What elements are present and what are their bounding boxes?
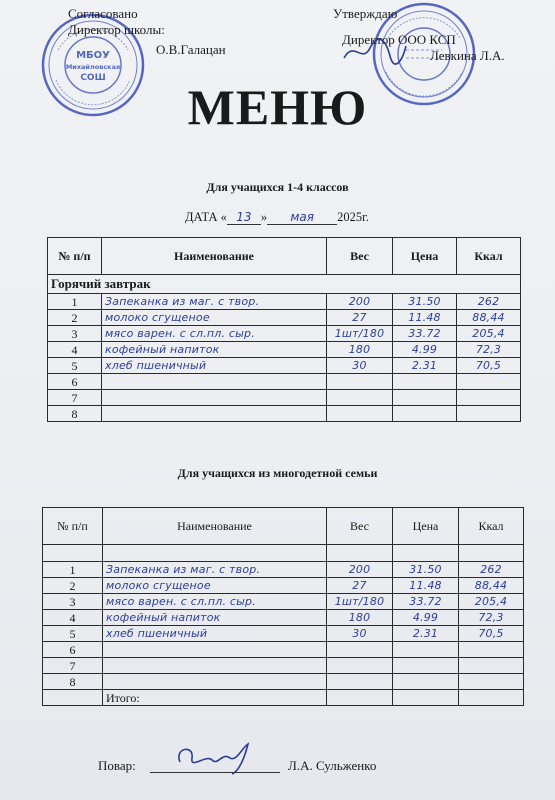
item-weight: 27	[327, 578, 393, 594]
cook-name: Л.А. Сульженко	[288, 758, 377, 773]
item-price: 31.50	[393, 562, 459, 578]
spacer-row	[43, 545, 524, 562]
item-price: 11.48	[393, 578, 459, 594]
item-name: Запеканка из маг. с твор.	[103, 562, 327, 578]
item-name	[102, 390, 327, 406]
director-signature	[340, 36, 410, 68]
approval-right-line2: Директор ООО КСП	[342, 32, 456, 47]
item-kcal: 205,4	[459, 594, 524, 610]
row-number: 3	[43, 594, 103, 610]
stamp-text-2: Михайловская	[65, 63, 121, 71]
item-kcal: 72,3	[457, 342, 521, 358]
row-number: 5	[43, 626, 103, 642]
item-price	[393, 390, 457, 406]
table-row	[48, 294, 521, 310]
item-weight: 1шт/180	[327, 326, 393, 342]
item-kcal: 88,44	[457, 310, 521, 326]
header-kcal: Ккал	[459, 508, 524, 545]
date-mid: »	[260, 210, 268, 224]
cook-label: Повар:	[98, 758, 136, 773]
header-weight: Вес	[327, 508, 393, 545]
approval-left-line2: Директор школы:	[68, 22, 165, 37]
item-kcal: 262	[459, 562, 524, 578]
item-weight: 180	[327, 610, 393, 626]
item-weight: 30	[327, 626, 393, 642]
row-number: 6	[43, 642, 103, 658]
row-number: 4	[43, 610, 103, 626]
item-price: 31.50	[393, 294, 457, 310]
table-header-row	[48, 238, 521, 275]
header-price: Цена	[393, 238, 457, 275]
date-month: мая	[267, 210, 337, 225]
table-row	[48, 342, 521, 358]
menu-table-large-family	[42, 507, 524, 706]
item-kcal: 70,5	[457, 358, 521, 374]
item-name	[102, 406, 327, 422]
item-name: мясо варен. с сл.пл. сыр.	[102, 326, 327, 342]
table-row	[48, 374, 521, 390]
item-price: 33.72	[393, 326, 457, 342]
item-price	[393, 374, 457, 390]
item-name: кофейный напиток	[102, 342, 327, 358]
menu-table-primary	[47, 237, 521, 422]
item-price: 11.48	[393, 310, 457, 326]
item-kcal	[459, 674, 524, 690]
header-name: Наименование	[103, 508, 327, 545]
page-title: МЕНЮ	[187, 79, 368, 135]
item-weight: 27	[327, 310, 393, 326]
item-weight: 200	[327, 294, 393, 310]
item-weight	[327, 406, 393, 422]
item-weight: 200	[327, 562, 393, 578]
table-row	[48, 390, 521, 406]
item-kcal: 70,5	[459, 626, 524, 642]
item-price: 2.31	[393, 358, 457, 374]
table-row	[48, 406, 521, 422]
item-name: молоко сгущеное	[103, 578, 327, 594]
table-row	[43, 626, 524, 642]
item-weight	[327, 658, 393, 674]
cook-signature	[172, 740, 262, 776]
item-name	[103, 658, 327, 674]
row-number: 8	[48, 406, 102, 422]
table-row	[43, 578, 524, 594]
date-year: 2025г.	[337, 210, 369, 224]
row-number: 2	[48, 310, 102, 326]
item-price	[393, 406, 457, 422]
header-price: Цена	[393, 508, 459, 545]
item-price	[393, 642, 459, 658]
item-price	[393, 674, 459, 690]
row-number: 1	[43, 562, 103, 578]
table-row	[43, 674, 524, 690]
item-price: 2.31	[393, 626, 459, 642]
group-row	[48, 275, 521, 294]
item-weight: 180	[327, 342, 393, 358]
table-row	[43, 642, 524, 658]
total-row	[43, 690, 524, 706]
item-price	[393, 658, 459, 674]
table-row	[43, 658, 524, 674]
item-kcal	[457, 406, 521, 422]
item-name	[102, 374, 327, 390]
row-number: 5	[48, 358, 102, 374]
row-number: 3	[48, 326, 102, 342]
item-kcal: 88,44	[459, 578, 524, 594]
item-weight	[327, 374, 393, 390]
group-label: Горячий завтрак	[48, 275, 521, 294]
item-name	[103, 642, 327, 658]
item-name: мясо варен. с сл.пл. сыр.	[103, 594, 327, 610]
item-kcal	[459, 658, 524, 674]
item-kcal	[457, 390, 521, 406]
table-header-row	[43, 508, 524, 545]
item-weight	[327, 674, 393, 690]
table-row	[48, 326, 521, 342]
section2-subtitle: Для учащихся из многодетной семьи	[177, 466, 378, 480]
item-price: 4.99	[393, 342, 457, 358]
table-row	[43, 610, 524, 626]
item-kcal	[457, 374, 521, 390]
item-kcal: 72,3	[459, 610, 524, 626]
header-kcal: Ккал	[457, 238, 521, 275]
item-kcal: 205,4	[457, 326, 521, 342]
header-num: № п/п	[43, 508, 103, 545]
table-row	[48, 358, 521, 374]
item-name: хлеб пшеничный	[103, 626, 327, 642]
item-price: 33.72	[393, 594, 459, 610]
header-weight: Вес	[327, 238, 393, 275]
row-number: 4	[48, 342, 102, 358]
item-weight: 30	[327, 358, 393, 374]
item-name: кофейный напиток	[103, 610, 327, 626]
item-name	[103, 674, 327, 690]
item-price: 4.99	[393, 610, 459, 626]
row-number: 6	[48, 374, 102, 390]
item-kcal	[459, 642, 524, 658]
row-number: 7	[43, 658, 103, 674]
item-name: Запеканка из маг. с твор.	[102, 294, 327, 310]
date-line	[185, 210, 369, 225]
date-day: 13	[227, 210, 261, 225]
item-kcal: 262	[457, 294, 521, 310]
approval-left-line1: Согласовано	[68, 6, 138, 21]
item-weight: 1шт/180	[327, 594, 393, 610]
stamp-text-1: МБОУ	[76, 50, 110, 61]
row-number: 2	[43, 578, 103, 594]
stamp-text-3: СОШ	[80, 73, 106, 83]
approval-right-line1: Утверждаю	[333, 6, 398, 21]
date-prefix: ДАТА «	[185, 210, 227, 224]
item-weight	[327, 642, 393, 658]
header-name: Наименование	[102, 238, 327, 275]
item-name: хлеб пшеничный	[102, 358, 327, 374]
table-row	[48, 310, 521, 326]
row-number: 8	[43, 674, 103, 690]
section1-subtitle: Для учащихся 1-4 классов	[206, 180, 349, 194]
item-name: молоко сгущеное	[102, 310, 327, 326]
total-label: Итого:	[103, 690, 327, 706]
header-num: № п/п	[48, 238, 102, 275]
approval-right-name: Левкина Л.А.	[430, 48, 505, 63]
table-row	[43, 562, 524, 578]
row-number: 7	[48, 390, 102, 406]
approval-left-name: О.В.Галацан	[156, 42, 226, 57]
row-number: 1	[48, 294, 102, 310]
item-weight	[327, 390, 393, 406]
table-row	[43, 594, 524, 610]
